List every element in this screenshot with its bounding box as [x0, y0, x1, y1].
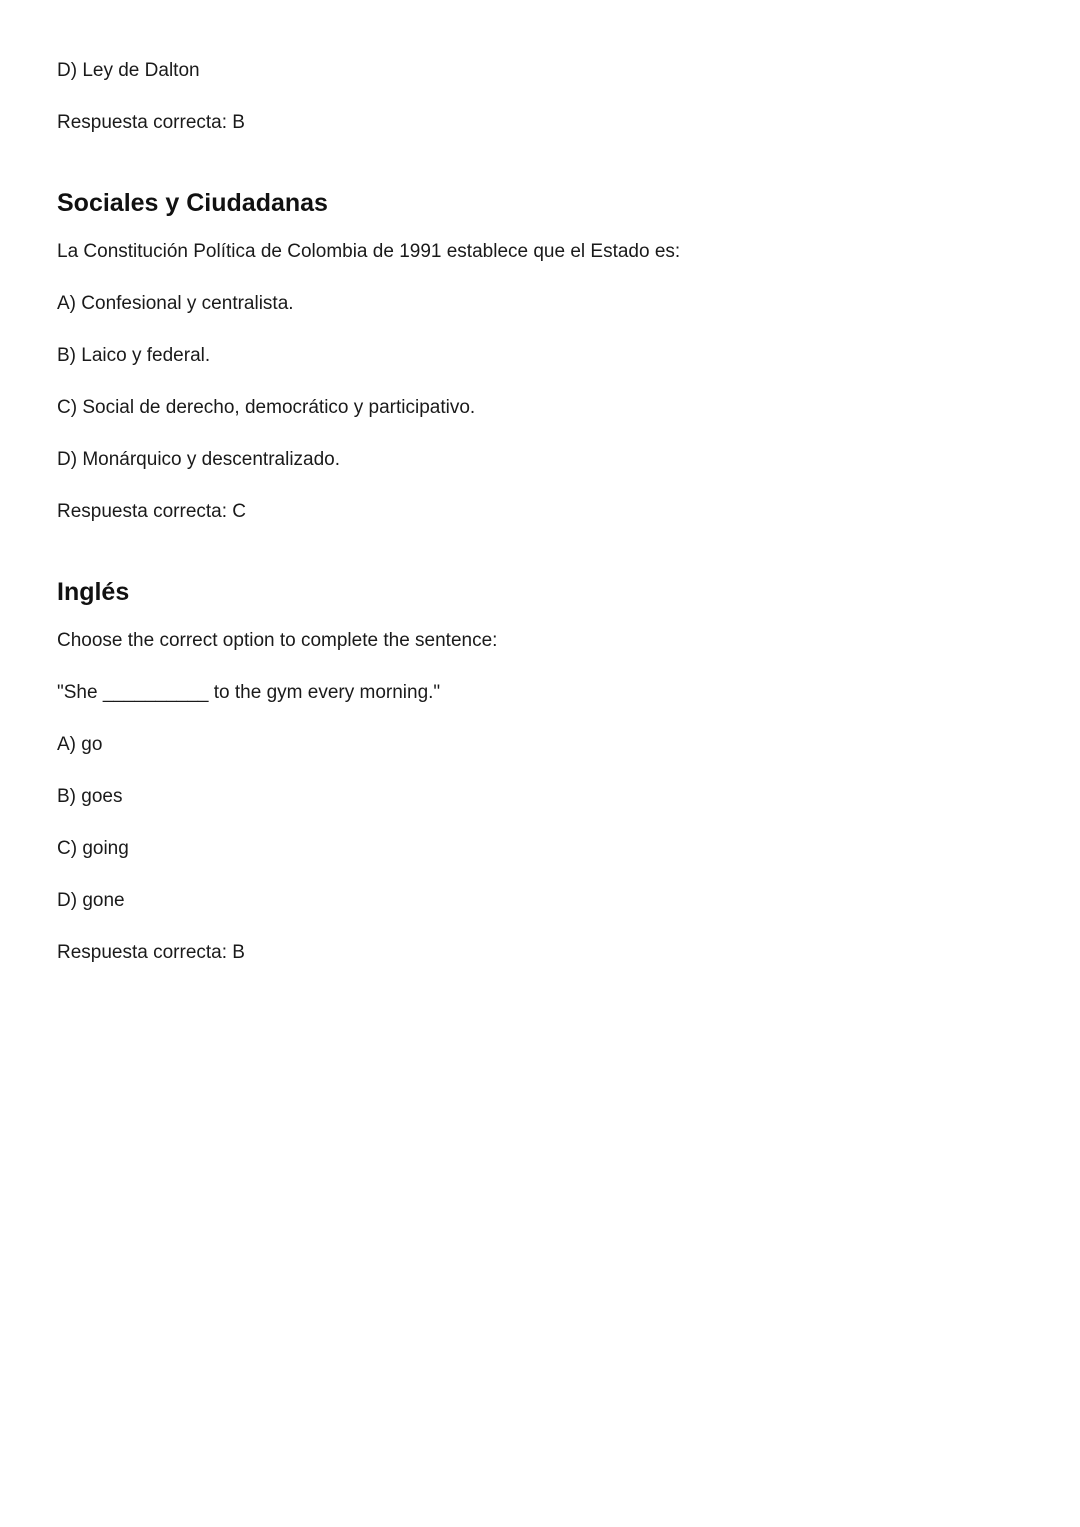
option-line-b-ingles: B) goes — [57, 786, 123, 807]
sentence-line-ingles: "She __________ to the gym every morning." — [57, 682, 441, 703]
option-line-d-previous: D) Ley de Dalton — [57, 60, 200, 81]
section-heading-ingles: Inglés — [57, 578, 130, 606]
answer-line-ingles: Respuesta correcta: B — [57, 942, 245, 963]
option-line-d-ingles: D) gone — [57, 890, 125, 911]
option-line-a: A) Confesional y centralista. — [57, 293, 294, 314]
option-line-d: D) Monárquico y descentralizado. — [57, 449, 341, 470]
section-heading-sociales: Sociales y Ciudadanas — [57, 189, 328, 217]
instruction-line-ingles: Choose the correct option to complete the sentence: — [57, 630, 498, 651]
option-line-c-ingles: C) going — [57, 838, 129, 859]
option-line-c: C) Social de derecho, democrático y participativo. — [57, 397, 476, 418]
question-line-sociales: La Constitución Política de Colombia de 1991 establece que el Estado es: — [57, 241, 681, 262]
answer-line-previous: Respuesta correcta: B — [57, 112, 245, 133]
answer-line-sociales: Respuesta correcta: C — [57, 501, 247, 522]
option-line-a-ingles: A) go — [57, 734, 103, 755]
option-line-b: B) Laico y federal. — [57, 345, 211, 366]
